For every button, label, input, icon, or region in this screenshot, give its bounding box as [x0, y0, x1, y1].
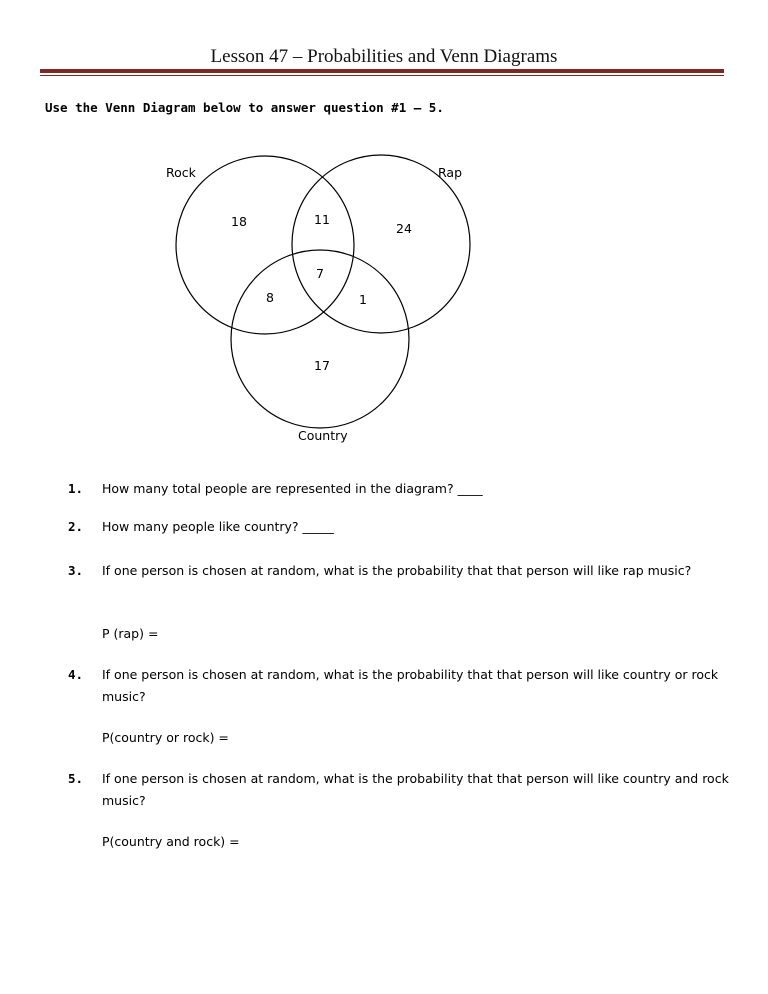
question-text: If one person is chosen at random, what is the probability that that person will like country or rock music?: [102, 667, 719, 704]
venn-label-rap: Rap: [438, 165, 463, 180]
venn-region-rap-only: 24: [396, 221, 412, 236]
question-number: 3.: [68, 563, 84, 578]
venn-label-rock: Rock: [166, 165, 196, 180]
venn-circle-rap: [292, 155, 470, 333]
venn-label-country: Country: [298, 428, 348, 443]
question-number: 1.: [68, 481, 84, 496]
venn-circle-rock: [176, 156, 354, 334]
question-number: 4.: [68, 667, 84, 682]
venn-region-rock-country: 8: [266, 290, 274, 305]
instructions: Use the Venn Diagram below to answer question #1 – 5.: [45, 100, 444, 115]
question-text: If one person is chosen at random, what is the probability that that person will like country and rock music?: [102, 771, 729, 808]
page-title: Lesson 47 – Probabilities and Venn Diagrams: [210, 46, 558, 67]
venn-diagram: [0, 0, 768, 460]
question-text: How many people like country? _____: [102, 519, 334, 534]
question-text: How many total people are represented in the diagram? ____: [102, 481, 483, 496]
answer-line-3: P (rap) =: [102, 626, 159, 641]
answer-line-4: P(country or rock) =: [102, 730, 229, 745]
venn-region-all-three: 7: [316, 266, 324, 281]
question-number: 2.: [68, 519, 84, 534]
venn-region-rock-only: 18: [231, 214, 247, 229]
venn-region-rap-country: 1: [359, 292, 367, 307]
question-number: 5.: [68, 771, 84, 786]
venn-region-country-only: 17: [314, 358, 330, 373]
venn-region-rock-rap: 11: [314, 212, 330, 227]
answer-line-5: P(country and rock) =: [102, 834, 240, 849]
question-text: If one person is chosen at random, what is the probability that that person will like rap music?: [102, 563, 692, 578]
